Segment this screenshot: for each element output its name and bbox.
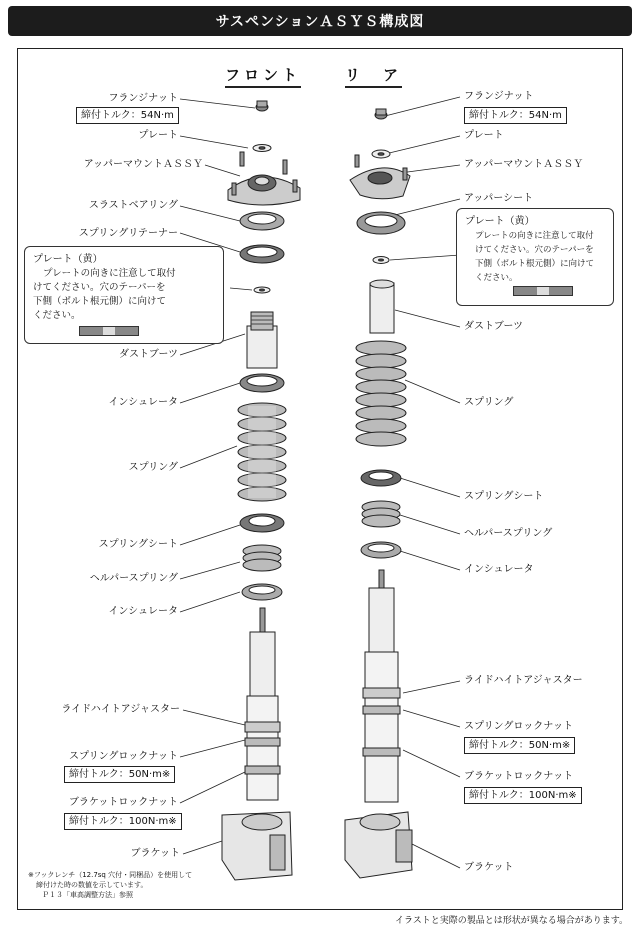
rear-spring-lock-torque: 締付トルク：50N·m※: [464, 737, 575, 754]
rear-upper-mount-label: アッパーマウントＡＳＳＹ: [464, 159, 584, 170]
rear-spring-label: スプリング: [464, 397, 514, 408]
rear-plate-note: [456, 208, 614, 306]
rear-note-line1: プレートの向きに注意して取付: [475, 231, 594, 241]
front-upper-mount-label: アッパーマウントＡＳＳＹ: [83, 159, 203, 170]
torque-footnote: [28, 870, 192, 900]
footnote-line3: Ｐ１３「車高調整方法」参照: [42, 891, 133, 899]
front-insulator-top-label: インシュレータ: [108, 397, 178, 408]
front-note-line3: 下側（ボルト根元側）に向けて: [33, 296, 167, 307]
disclaimer-note: イラストと実際の製品とは形状が異なる場合があります。: [394, 916, 628, 926]
rear-flange-nut-label: フランジナット: [464, 91, 534, 102]
front-bracket-lock-torque: 締付トルク：100N·m※: [64, 813, 182, 830]
front-helper-spring-label: ヘルパースプリング: [89, 573, 178, 584]
front-plate-label: プレート: [138, 130, 178, 141]
rear-flange-torque: 締付トルク：54N·m: [464, 107, 567, 124]
front-bracket-lock-nut-label: ブラケットロックナット: [68, 797, 178, 808]
footnote-line2: 締付けた時の数値を示しています。: [36, 881, 148, 889]
rear-upper-seat-label: アッパーシート: [464, 193, 534, 204]
front-spring-lock-torque: 締付トルク：50N·m※: [64, 766, 175, 783]
front-thrust-bearing-label: スラストベアリング: [88, 200, 178, 211]
plate-orientation-graphic: [513, 286, 573, 296]
rear-note-line2: けてください。穴のテーパーを: [475, 245, 594, 255]
front-note-line4: ください。: [33, 310, 81, 321]
front-bracket-label: ブラケット: [130, 848, 180, 859]
front-title: フロント: [225, 64, 301, 88]
rear-note-title: プレート（黄）: [465, 216, 535, 227]
rear-note-line4: ください。: [475, 273, 518, 283]
front-spring-seat-label: スプリングシート: [98, 539, 178, 550]
rear-helper-spring-label: ヘルパースプリング: [464, 528, 553, 539]
front-note-line1: プレートの向きに注意して取付: [43, 268, 176, 279]
page-title: サスペンションＡＳＹＳ構成図: [215, 14, 425, 30]
front-insulator-bottom-label: インシュレータ: [108, 606, 178, 617]
front-spring-label: スプリング: [128, 462, 178, 473]
rear-spring-lock-nut-label: スプリングロックナット: [464, 721, 573, 732]
front-spring-retainer-label: スプリングリテーナー: [78, 228, 178, 239]
front-flange-nut-label: フランジナット: [108, 93, 178, 104]
front-plate-note: [24, 246, 224, 344]
rear-spring-seat-label: スプリングシート: [464, 491, 544, 502]
front-ride-height-label: ライドハイトアジャスター: [61, 704, 180, 715]
footnote-line1: ※フックレンチ（12.7sq 穴付・同梱品）を使用して: [28, 871, 193, 879]
rear-title: リ ア: [345, 64, 402, 88]
front-note-title: プレート（黄）: [33, 254, 103, 265]
rear-insulator-label: インシュレータ: [464, 564, 534, 575]
rear-bracket-label: ブラケット: [464, 862, 514, 873]
front-dust-boots-label: ダストブーツ: [119, 349, 178, 360]
rear-bracket-lock-nut-label: ブラケットロックナット: [464, 771, 574, 782]
rear-dust-boots-label: ダストブーツ: [464, 321, 523, 332]
rear-bracket-lock-torque: 締付トルク：100N·m※: [464, 787, 582, 804]
front-flange-torque: 締付トルク：54N·m: [76, 107, 179, 124]
rear-ride-height-label: ライドハイトアジャスター: [464, 675, 583, 686]
rear-note-line3: 下側（ボルト根元側）に向けて: [475, 259, 595, 269]
rear-plate-label: プレート: [464, 130, 504, 141]
plate-orientation-graphic: [79, 326, 139, 336]
front-spring-lock-nut-label: スプリングロックナット: [69, 751, 178, 762]
front-note-line2: けてください。穴のテーパーを: [33, 282, 166, 293]
